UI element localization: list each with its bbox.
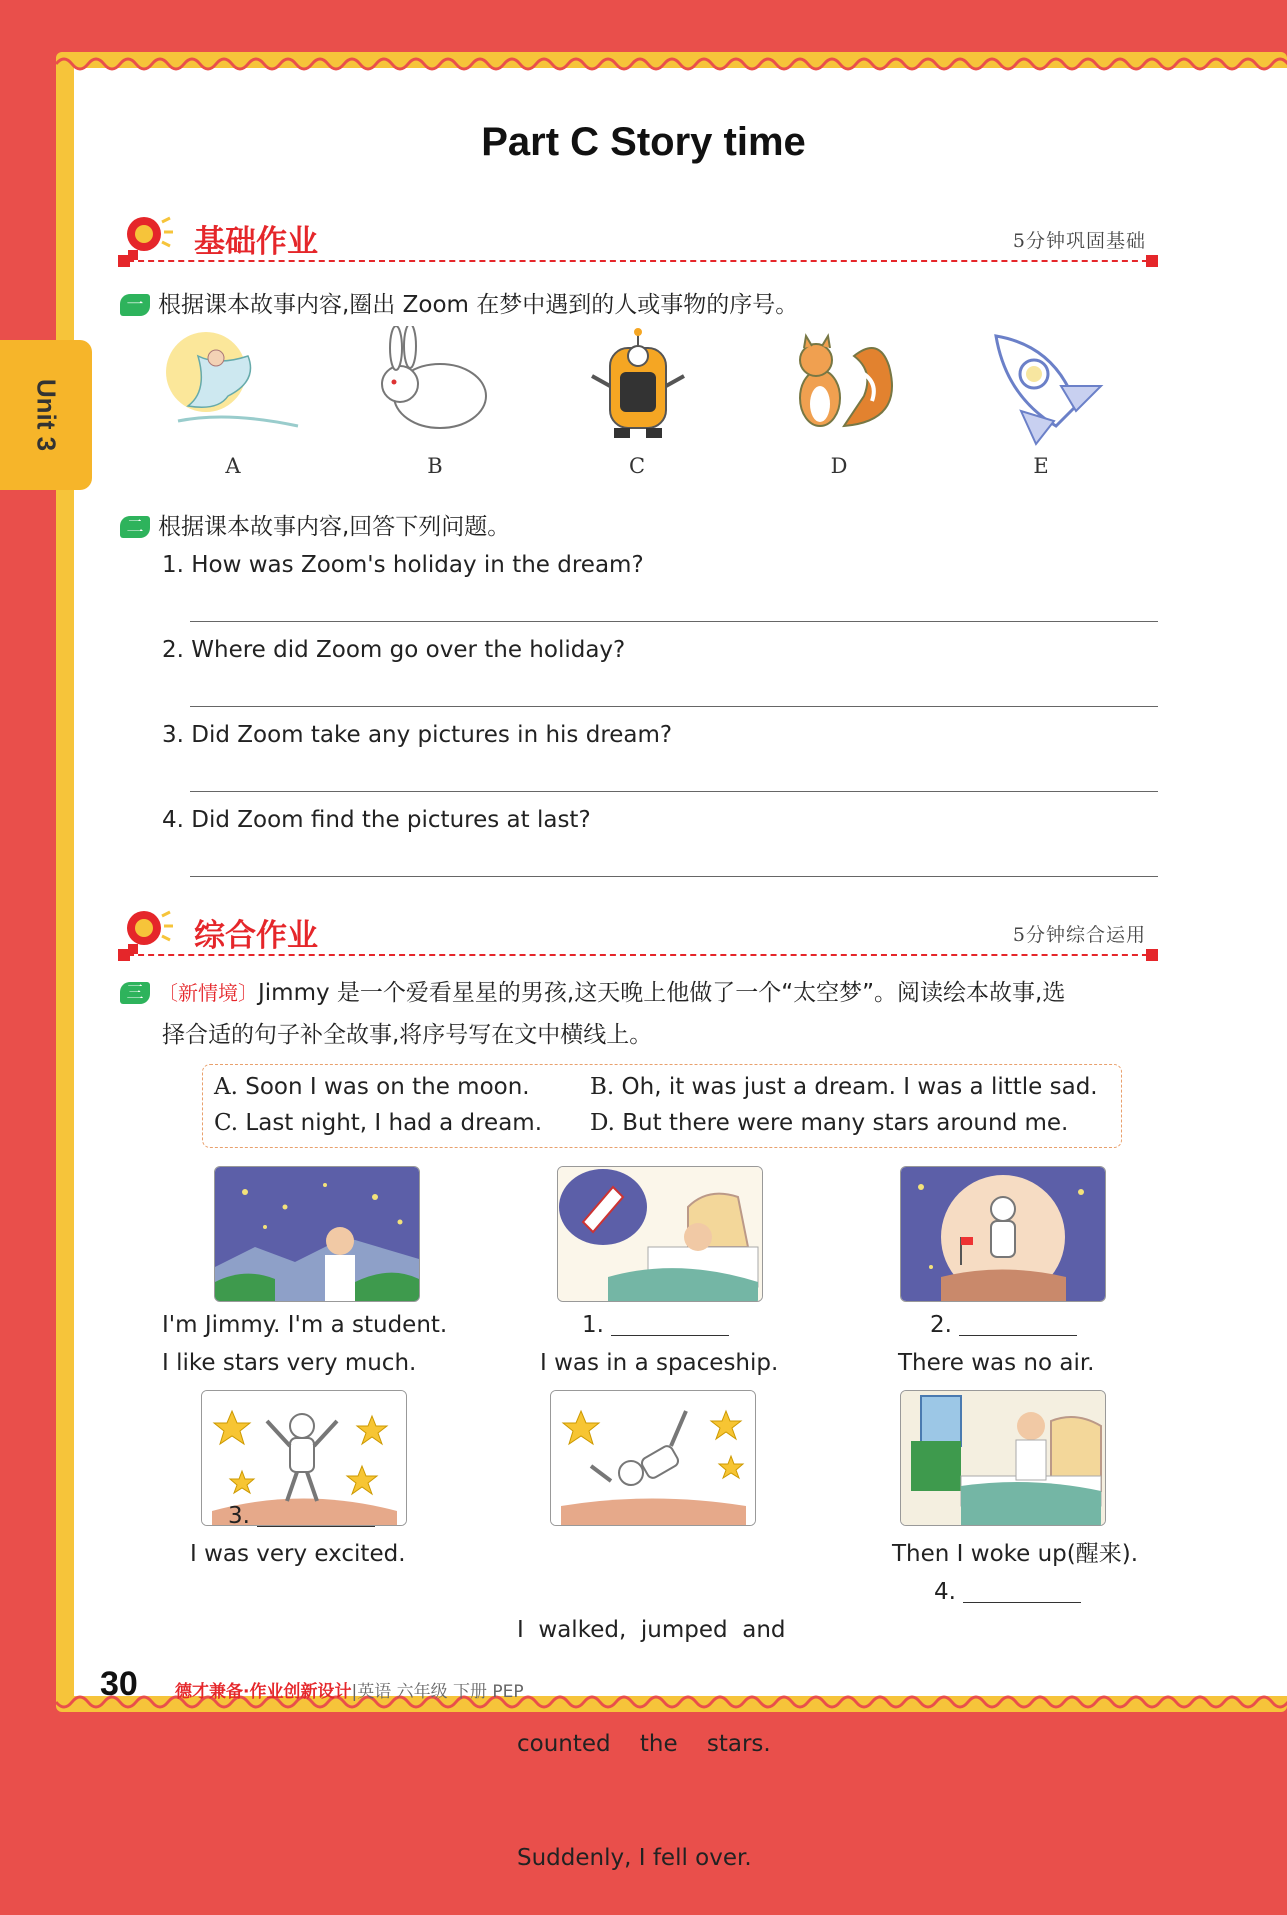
- option-e[interactable]: [966, 326, 1116, 478]
- divider: [118, 954, 1158, 956]
- panel-4-caption: [228, 1497, 375, 1535]
- option-c-sentence: [214, 1110, 542, 1136]
- question-3-instruction: [120, 972, 1160, 1056]
- story-image-fell-over: [550, 1390, 756, 1526]
- option-text: Last night, I had a dream.: [245, 1110, 543, 1136]
- caption-line: Suddenly, I fell over.: [517, 1845, 752, 1871]
- option-letter: D.: [590, 1110, 615, 1136]
- section-title: 基础作业: [194, 224, 318, 260]
- section-note: 5分钟综合运用: [1012, 924, 1146, 946]
- question-badge: 一: [120, 294, 150, 316]
- section-header-basic: [118, 208, 1158, 268]
- option-c[interactable]: [562, 326, 712, 478]
- story-image-spaceship-dream: [557, 1166, 763, 1302]
- squirrel-icon: [764, 326, 914, 446]
- answer-blank-4[interactable]: [963, 1578, 1081, 1603]
- question-text: Jimmy 是一个爱看星星的男孩,这天晚上他做了一个“太空梦”。阅读绘本故事,选: [258, 980, 1066, 1006]
- divider-end: [1146, 949, 1158, 961]
- panel-1-caption: [162, 1306, 447, 1382]
- new-context-tag: 〔新情境〕: [158, 981, 258, 1005]
- caption-line: I walked, jumped and: [517, 1617, 786, 1643]
- moon-fairy-icon: [158, 326, 308, 446]
- option-text: Oh, it was just a dream. I was a little sad.: [621, 1074, 1098, 1100]
- answer-blank-1[interactable]: [611, 1311, 729, 1336]
- divider: [118, 260, 1158, 262]
- option-letter: D: [830, 454, 848, 478]
- series-name: 德才兼备·作业创新设计: [175, 1682, 352, 1702]
- question-text: 根据课本故事内容,回答下列问题。: [158, 514, 511, 540]
- page-number: 30: [100, 1665, 138, 1703]
- story-image-night-sky: [214, 1166, 420, 1302]
- panel-6-caption: [892, 1535, 1138, 1611]
- option-text: Soon I was on the moon.: [245, 1074, 530, 1100]
- answer-line[interactable]: [190, 621, 1158, 622]
- caption-line: I'm Jimmy. I'm a student.: [162, 1312, 448, 1338]
- question-item: 3. Did Zoom take any pictures in his dream?: [162, 722, 673, 748]
- wavy-border-top: [56, 46, 1287, 76]
- rabbit-icon: [360, 326, 510, 446]
- story-image-woke-up: [900, 1390, 1106, 1526]
- question-item: 4. Did Zoom find the pictures at last?: [162, 807, 591, 833]
- option-letter: E: [1033, 454, 1049, 478]
- divider-end: [118, 255, 130, 267]
- picture-options: [150, 326, 1110, 486]
- answer-line[interactable]: [190, 791, 1158, 792]
- caption-line: There was no air.: [898, 1350, 1095, 1376]
- divider-end: [118, 949, 130, 961]
- panel-5-caption: [517, 1535, 786, 1915]
- blank-number: 4.: [934, 1579, 956, 1605]
- blank-number: 2.: [930, 1312, 952, 1338]
- panel-4-text: I was very excited.: [190, 1541, 406, 1567]
- option-d[interactable]: [764, 326, 914, 478]
- section-note: 5分钟巩固基础: [1012, 230, 1146, 252]
- option-d-sentence: [590, 1110, 1068, 1136]
- option-a-sentence: [214, 1074, 530, 1100]
- book-details: |英语 六年级 下册 PEP: [351, 1682, 524, 1702]
- section-title: 综合作业: [194, 918, 318, 954]
- rocket-icon: [966, 326, 1116, 446]
- caption-line: I was in a spaceship.: [540, 1350, 779, 1376]
- caption-line: counted the stars.: [517, 1731, 771, 1757]
- blank-number: 1.: [582, 1312, 604, 1338]
- question-badge: 三: [120, 982, 150, 1004]
- unit-tab-label: Unit 3: [31, 378, 62, 452]
- option-a[interactable]: [158, 326, 308, 478]
- divider-end: [1146, 255, 1158, 267]
- section-header-comprehensive: [118, 902, 1158, 962]
- blank-number: 3.: [228, 1503, 250, 1529]
- question-text-line2: 择合适的句子补全故事,将序号写在文中横线上。: [162, 1022, 653, 1048]
- option-letter: A.: [214, 1074, 238, 1100]
- question-badge: 二: [120, 516, 150, 538]
- unit-tab: [0, 340, 92, 490]
- footer-note: [175, 1677, 524, 1702]
- answer-blank-3[interactable]: [257, 1502, 375, 1527]
- question-2-instruction: [120, 508, 510, 541]
- caption-line: I like stars very much.: [162, 1350, 417, 1376]
- option-text: But there were many stars around me.: [622, 1110, 1069, 1136]
- option-b-sentence: [590, 1074, 1098, 1100]
- option-letter: A: [225, 454, 241, 478]
- answer-line[interactable]: [190, 876, 1158, 877]
- option-letter: B.: [590, 1074, 615, 1100]
- question-item: 1. How was Zoom's holiday in the dream?: [162, 552, 644, 578]
- panel-3-caption: [898, 1306, 1095, 1382]
- robot-icon: [562, 326, 712, 446]
- option-b[interactable]: [360, 326, 510, 478]
- answer-blank-2[interactable]: [959, 1311, 1077, 1336]
- option-letter: C.: [214, 1110, 239, 1136]
- question-text: 根据课本故事内容,圈出 Zoom 在梦中遇到的人或事物的序号。: [158, 292, 799, 318]
- question-item: 2. Where did Zoom go over the holiday?: [162, 637, 626, 663]
- page-title: Part C Story time: [481, 120, 806, 164]
- answer-line[interactable]: [190, 706, 1158, 707]
- option-letter: C: [628, 454, 646, 478]
- caption-line: Then I woke up(醒来).: [892, 1541, 1139, 1567]
- story-image-on-moon: [900, 1166, 1106, 1302]
- question-1-instruction: [120, 286, 798, 319]
- option-letter: B: [427, 454, 443, 478]
- panel-2-caption: [540, 1306, 778, 1382]
